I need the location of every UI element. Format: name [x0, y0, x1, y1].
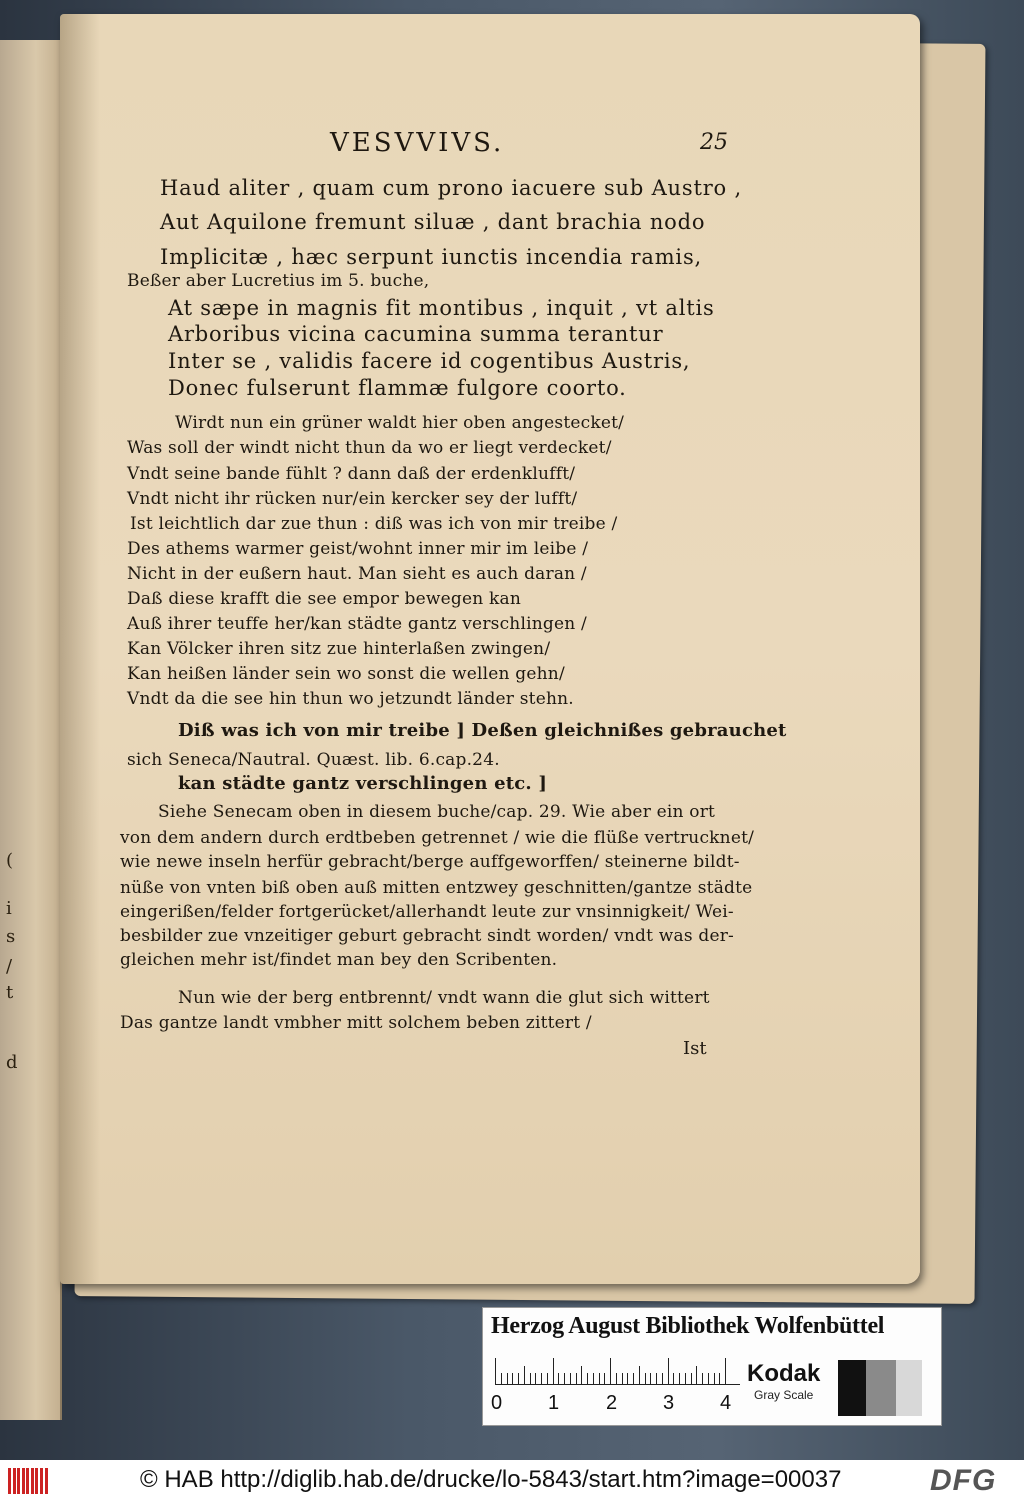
- ruler-tick: [616, 1373, 617, 1384]
- swatch-black: [838, 1360, 866, 1416]
- ruler-tick: [622, 1373, 623, 1384]
- margin-mark: s: [6, 926, 16, 947]
- ruler-tick: [553, 1358, 554, 1384]
- ruler-tick: [610, 1358, 611, 1384]
- text-line: Des athems warmer geist/wohnt inner mir im leibe /: [127, 539, 589, 559]
- ruler-tick: [547, 1373, 548, 1384]
- margin-mark: (: [6, 850, 14, 871]
- text-line: Kan heißen länder sein wo sonst die wellen gehn/: [127, 664, 565, 684]
- margin-mark: i: [6, 898, 12, 919]
- text-line: Aut Aquilone fremunt siluæ , dant brachia nodo: [160, 210, 706, 234]
- ruler-tick: [633, 1373, 634, 1384]
- text-line: Arboribus vicina cacumina summa terantur: [168, 322, 664, 346]
- facing-page-edge: [0, 40, 62, 1420]
- text-line: Haud aliter , quam cum prono iacuere sub Austro ,: [160, 176, 742, 200]
- ruler-tick: [650, 1373, 651, 1384]
- ruler-number: 0: [491, 1392, 503, 1414]
- ruler-tick: [495, 1358, 496, 1384]
- measurement-ruler: [495, 1356, 740, 1385]
- copyright-url[interactable]: © HAB http://diglib.hab.de/drucke/lo-5843/start.htm?image=00037: [140, 1466, 842, 1493]
- ruler-tick: [604, 1373, 605, 1384]
- text-line: Vndt da die see hin thun wo jetzundt länder stehn.: [127, 689, 574, 709]
- gray-scale-label: Gray Scale: [754, 1388, 814, 1402]
- ruler-tick: [719, 1373, 720, 1384]
- color-scale-card: [482, 1307, 942, 1426]
- ruler-tick: [581, 1366, 582, 1384]
- swatch-light: [896, 1360, 922, 1416]
- ruler-tick: [512, 1373, 513, 1384]
- text-line: kan städte gantz verschlingen etc. ]: [178, 773, 548, 794]
- text-line: Auß ihrer teuffe her/kan städte gantz verschlingen /: [127, 614, 587, 634]
- ruler-tick: [725, 1358, 726, 1384]
- ruler-tick: [564, 1373, 565, 1384]
- ruler-tick: [714, 1373, 715, 1384]
- text-line: Donec fulserunt flammæ fulgore coorto.: [168, 376, 627, 400]
- library-name: Herzog August Bibliothek Wolfenbüttel: [491, 1313, 885, 1339]
- text-line: sich Seneca/Nautral. Quæst. lib. 6.cap.24.: [127, 750, 500, 770]
- text-line: Vndt seine bande fühlt ? dann daß der erdenklufft/: [127, 464, 576, 484]
- ruler-tick: [691, 1373, 692, 1384]
- ruler-tick: [639, 1366, 640, 1384]
- text-line: Beßer aber Lucretius im 5. buche,: [127, 271, 430, 291]
- catchword: Ist: [683, 1038, 707, 1059]
- ruler-tick: [685, 1373, 686, 1384]
- page-number: 25: [700, 130, 728, 155]
- text-line: nüße von vnten biß oben auß mitten entzwey geschnitten/gantze städte: [120, 878, 753, 898]
- ruler-tick: [662, 1373, 663, 1384]
- ruler-tick: [507, 1373, 508, 1384]
- ruler-tick: [668, 1358, 669, 1384]
- ruler-tick: [570, 1373, 571, 1384]
- text-line: Wirdt nun ein grüner waldt hier oben angestecket/: [175, 413, 625, 433]
- ruler-tick: [673, 1373, 674, 1384]
- text-line: von dem andern durch erdtbeben getrennet / wie die flüße vertrucknet/: [120, 828, 755, 848]
- hab-logo-icon: [8, 1468, 52, 1494]
- ruler-tick: [524, 1366, 525, 1384]
- text-line: Nun wie der berg entbrennt/ vndt wann die glut sich wittert: [178, 988, 710, 1008]
- ruler-tick: [501, 1373, 502, 1384]
- logo-bar: [22, 1468, 25, 1494]
- kodak-logo: Kodak: [747, 1360, 821, 1387]
- ruler-tick: [708, 1373, 709, 1384]
- ruler-tick: [645, 1373, 646, 1384]
- ruler-tick: [702, 1373, 703, 1384]
- swatch-gray: [866, 1360, 896, 1416]
- ruler-tick: [518, 1373, 519, 1384]
- text-line: Nicht in der eußern haut. Man sieht es auch daran /: [127, 564, 587, 584]
- logo-bar: [8, 1468, 11, 1494]
- ruler-tick: [541, 1373, 542, 1384]
- ruler-number: 4: [720, 1392, 732, 1414]
- text-line: Ist leichtlich dar zue thun : diß was ich von mir treibe /: [130, 514, 618, 534]
- ruler-tick: [558, 1373, 559, 1384]
- text-line: Siehe Senecam oben in diesem buche/cap. 29. Wie aber ein ort: [158, 802, 716, 822]
- ruler-tick: [576, 1373, 577, 1384]
- logo-bar: [31, 1468, 34, 1494]
- text-line: Kan Völcker ihren sitz zue hinterlaßen zwingen/: [127, 639, 551, 659]
- text-line: wie newe inseln herfür gebracht/berge auffgeworffen/ steinerne bildt-: [120, 852, 740, 872]
- gutter-shadow: [60, 14, 100, 1284]
- ruler-tick: [535, 1373, 536, 1384]
- text-line: besbilder zue vnzeitiger geburt gebracht sindt worden/ vndt was der-: [120, 926, 735, 946]
- text-line: Inter se , validis facere id cogentibus Austris,: [168, 349, 691, 373]
- margin-mark: t: [6, 982, 14, 1003]
- ruler-number: 2: [606, 1392, 618, 1414]
- ruler-tick: [627, 1373, 628, 1384]
- ruler-tick: [587, 1373, 588, 1384]
- ruler-tick: [599, 1373, 600, 1384]
- ruler-tick: [679, 1373, 680, 1384]
- logo-bar: [26, 1468, 29, 1494]
- ruler-tick: [593, 1373, 594, 1384]
- logo-bar: [13, 1468, 16, 1494]
- ruler-number: 1: [548, 1392, 560, 1414]
- footer-bar: [0, 1460, 1024, 1502]
- logo-bar: [17, 1468, 20, 1494]
- logo-bar: [35, 1468, 38, 1494]
- text-line: Implicitæ , hæc serpunt iunctis incendia ramis,: [160, 245, 702, 269]
- text-line: gleichen mehr ist/findet man bey den Scribenten.: [120, 950, 558, 970]
- running-header: VESVVIVS.: [330, 128, 505, 158]
- text-line: Das gantze landt vmbher mitt solchem beben zittert /: [120, 1013, 592, 1033]
- text-line: Diß was ich von mir treibe ] Deßen gleichnißes gebrauchet: [178, 720, 787, 741]
- text-line: Vndt nicht ihr rücken nur/ein kercker sey der lufft/: [127, 489, 578, 509]
- ruler-number: 3: [663, 1392, 675, 1414]
- ruler-tick: [696, 1366, 697, 1384]
- text-line: eingerißen/felder fortgerücket/allerhandt leute zur vnsinnigkeit/ Wei-: [120, 902, 734, 922]
- text-line: At sæpe in magnis fit montibus , inquit , vt altis: [168, 296, 715, 320]
- text-line: Was soll der windt nicht thun da wo er liegt verdecket/: [127, 438, 612, 458]
- logo-bar: [45, 1468, 48, 1494]
- ruler-tick: [656, 1373, 657, 1384]
- logo-bar: [40, 1468, 43, 1494]
- text-line: Daß diese krafft die see empor bewegen kan: [127, 589, 521, 609]
- margin-mark: /: [6, 956, 13, 977]
- dfg-logo: DFG: [930, 1464, 997, 1497]
- margin-mark: d: [6, 1052, 18, 1073]
- ruler-tick: [530, 1373, 531, 1384]
